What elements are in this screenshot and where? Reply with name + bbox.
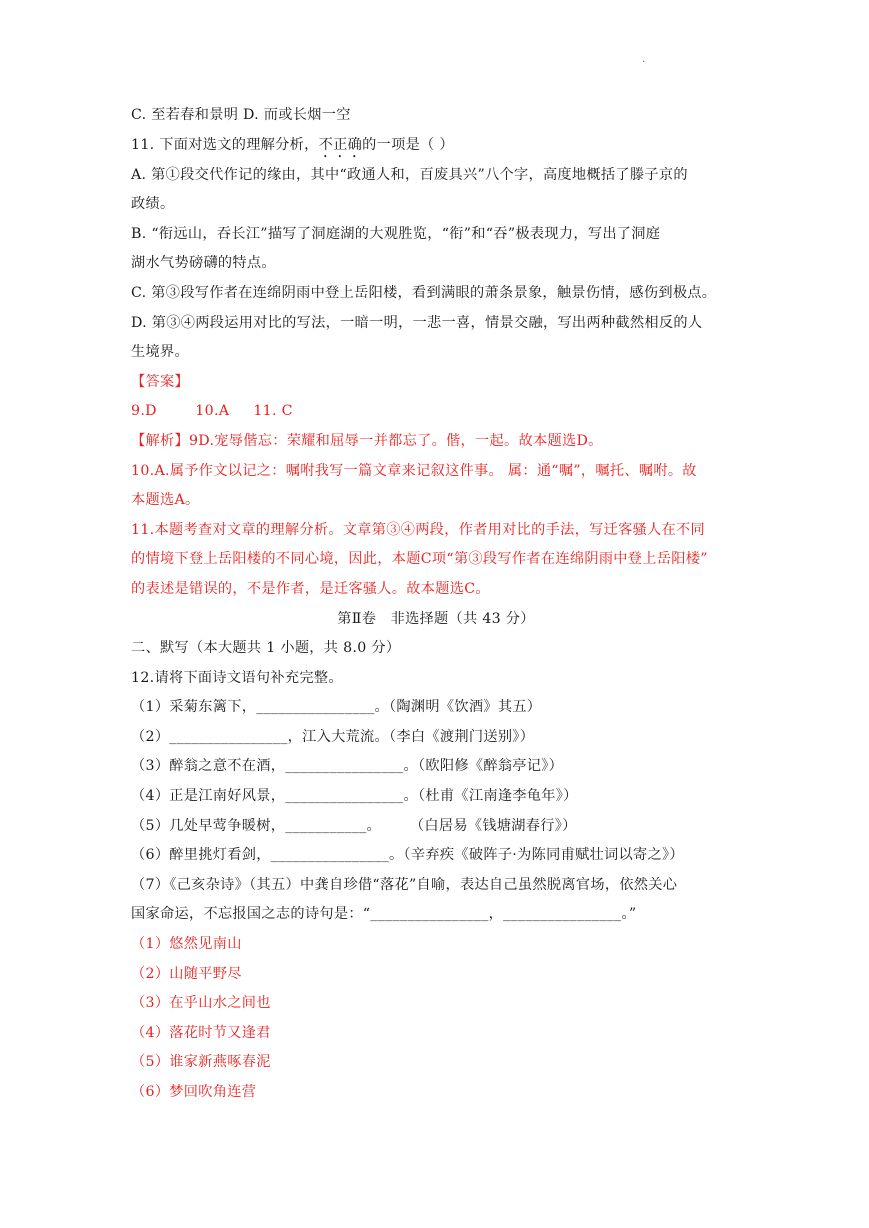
analysis-q11-line1: 11.本题考查对文章的理解分析。文章第③④两段，作者用对比的手法，写迁客骚人在不同 <box>131 521 705 538</box>
q11-option-d-line1: D. 第③④两段运用对比的写法，一暗一明，一悲一喜，情景交融，写出两种截然相反的人 <box>131 314 703 331</box>
q11-option-a-line1: A. 第①段交代作记的缘由，其中“政通人和，百废具兴”八个字，高度地概括了滕子京的 <box>131 166 688 183</box>
analysis-q10-line1: 10.A.属予作文以记之：嘱咐我写一篇文章来记叙这件事。 属：通“嘱”，嘱托、嘱咐。故 <box>131 462 697 479</box>
q11-option-d-line2: 生境界。 <box>131 344 189 361</box>
q11-stem <box>131 131 741 161</box>
analysis-q11-line2: 的情境下登上岳阳楼的不同心境，因此，本题C项“第③段写作者在连绵阴雨中登上岳阳楼” <box>131 551 708 568</box>
analysis-q9: 【解析】9D.宠辱偕忘：荣耀和屈辱一并都忘了。偕，一起。故本题选D。 <box>131 432 603 449</box>
q12-item-6: （6）醉里挑灯看剑，________________。（辛弃疾《破阵子·为陈同甫赋壮词以寄之》） <box>131 847 684 864</box>
q12-answer-3: （3）在乎山水之间也 <box>131 995 271 1012</box>
q12-item-2: （2）________________，江入大荒流。（李白《渡荆门送别》） <box>131 728 535 745</box>
q12-answer-6: （6）梦回吹角连营 <box>131 1084 257 1100</box>
q12-item-5: （5）几处早莺争暖树，___________。 （白居易《钱塘湖春行》） <box>131 817 577 834</box>
q12-answer-2: （2）山随平野尽 <box>131 965 242 982</box>
q11-option-b-line1: B. “衔远山，吞长江”描写了洞庭湖的大观胜览，“衔”和“吞”极表现力，写出了洞庭 <box>131 225 661 242</box>
q12-item-3: （3）醉翁之意不在酒，________________。（欧阳修《醉翁亭记》） <box>131 758 564 775</box>
q12-item-1: （1）采菊东篱下，________________。（陶渊明《饮酒》其五） <box>131 699 542 716</box>
analysis-q11-line3: 的表述是错误的，不是作者，是迁客骚人。故本题选C。 <box>131 580 490 597</box>
section2-heading: 二、默写（本大题共 1 小题，共 8.0 分） <box>131 640 401 657</box>
q12-item-7-line2: 国家命运，不忘报国之志的诗句是：“________________，________________。” <box>131 906 637 923</box>
q10-options-cd: C. 至若春和景明 D. 而或长烟一空 <box>131 107 351 123</box>
q11-option-b-line2: 湖水气势磅礴的特点。 <box>131 255 276 272</box>
q12-answer-4: （4）落花时节又逢君 <box>131 1024 271 1041</box>
q12-item-7-line1: （7）《己亥杂诗》（其五）中龚自珍借“落花”自喻，表达自己虽然脱离官场，依然关心 <box>131 876 678 893</box>
q12-answer-5: （5）谁家新燕啄春泥 <box>131 1054 271 1071</box>
q12-answer-1: （1）悠然见南山 <box>131 936 242 953</box>
q12-item-4: （4）正是江南好风景，________________。（杜甫《江南逢李龟年》） <box>131 788 578 805</box>
q11-option-c: C. 第③段写作者在连绵阴雨中登上岳阳楼，看到满眼的萧条景象，触景伤情，感伤到极点。 <box>131 284 717 301</box>
q11-stem-pre: 11. 下面对选文的理解分析， <box>131 136 319 153</box>
analysis-q10-line2: 本题选A。 <box>131 492 200 509</box>
q11-stem-post: 的一项是（ ） <box>362 136 454 153</box>
section2-title: 第Ⅱ卷 非选择题（共 43 分） <box>337 610 535 627</box>
q12-stem: 12.请将下面诗文语句补充完整。 <box>131 669 343 686</box>
answer-label: 【答案】 <box>131 373 189 390</box>
document-body <box>131 101 741 1108</box>
q11-option-a-line2: 政绩。 <box>131 196 175 213</box>
answer-keys: 9.D 10.A 11. C <box>131 403 293 420</box>
q11-stem-emphasis: 不正确 <box>318 136 363 153</box>
page-mark: . <box>642 54 646 65</box>
